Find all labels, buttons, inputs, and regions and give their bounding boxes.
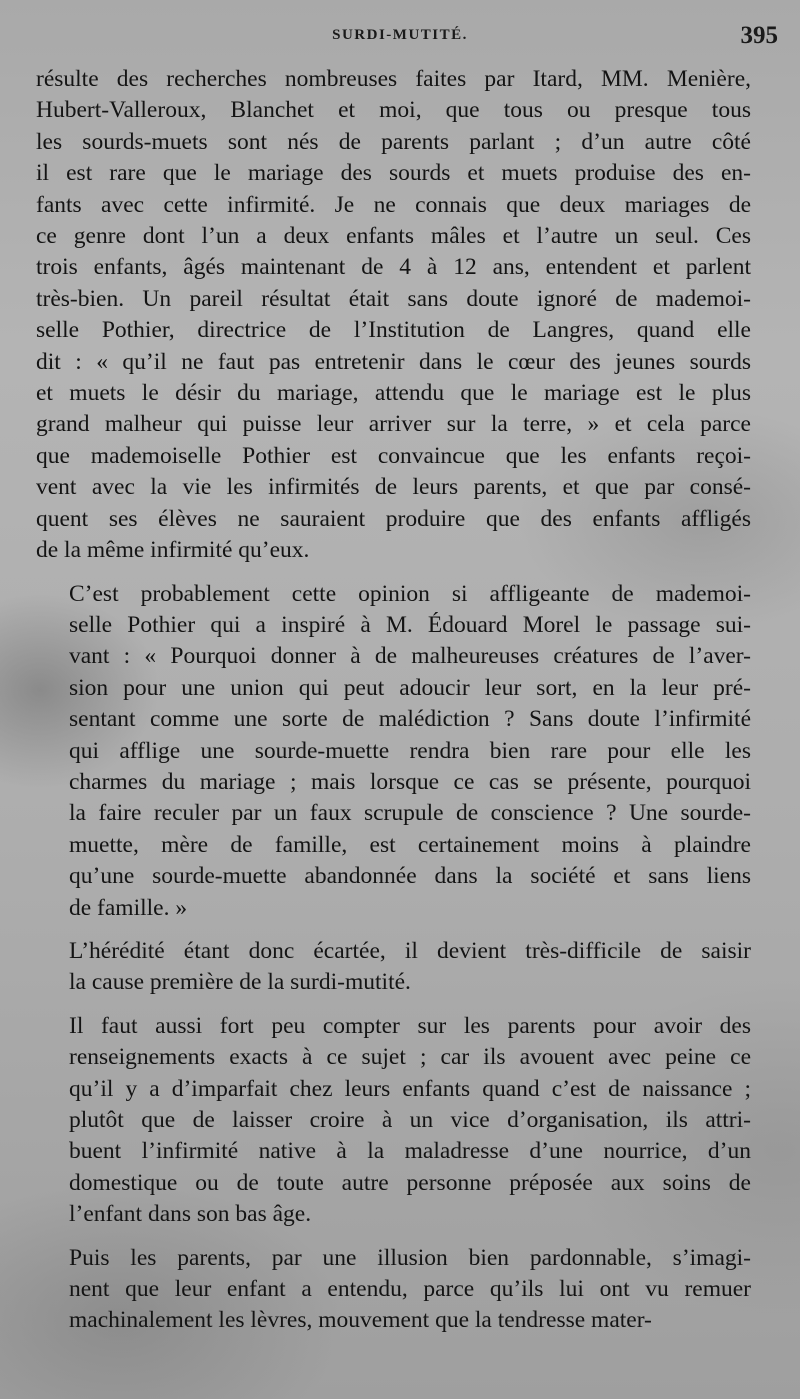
text-line: Il faut aussi fort peu compter sur les parents pour avoir des: [69, 1012, 751, 1039]
text-line: machinalement les lèvres, mouvement que la tendresse mater-: [69, 1307, 652, 1334]
paragraph: [36, 1011, 751, 1231]
text-line: vant : « Pourquoi donner à de malheureuses créatures de l’aver-: [69, 643, 751, 670]
paragraph: [36, 936, 751, 999]
text-line: sentant comme une sorte de malédiction ? Sans doute l’infirmité: [69, 706, 751, 733]
text-line: grand malheur qui puisse leur arriver sur la terre, » et cela parce: [36, 411, 751, 438]
text-line: résulte des recherches nombreuses faites par Itard, MM. Menière,: [36, 66, 751, 92]
text-line: quent ses élèves ne sauraient produire que des enfants affligés: [36, 505, 751, 532]
text-line: sion pour une union qui peut adoucir leur sort, en la leur pré-: [69, 674, 751, 701]
text-line: plutôt que de laisser croire à un vice d’organisation, ils attri-: [69, 1107, 751, 1133]
text-line: de la même infirmité qu’eux.: [36, 537, 310, 564]
text-line: selle Pothier qui a inspiré à M. Édouard Morel le passage sui-: [69, 611, 751, 638]
page-number: 395: [740, 22, 778, 49]
paragraph: [36, 579, 751, 924]
text-line: dit : « qu’il ne faut pas entretenir dans le cœur des jeunes sourds: [36, 348, 751, 375]
text-line: charmes du mariage ; mais lorsque ce cas se présente, pourquoi: [69, 768, 751, 795]
text-line: renseignements exacts à ce sujet ; car ils avouent avec peine ce: [69, 1044, 751, 1071]
text-line: selle Pothier, directrice de l’Institution de Langres, quand elle: [36, 317, 751, 344]
paragraph: [36, 64, 751, 567]
text-line: L’hérédité étant donc écartée, il devient très-difficile de saisir: [69, 937, 751, 964]
text-line: buent l’infirmité native à la maladresse d’une nourrice, d’un: [69, 1138, 751, 1165]
text-line: qu’une sourde-muette abandonnée dans la société et sans liens: [69, 863, 751, 890]
text-line: il est rare que le mariage des sourds et muets produise des en-: [36, 160, 751, 187]
paragraph: [36, 1243, 751, 1337]
body-text: [36, 64, 751, 1349]
text-line: que mademoiselle Pothier est convaincue que les enfants reçoi-: [36, 442, 751, 469]
text-line: nent que leur enfant a entendu, parce qu’ils lui ont vu remuer: [69, 1276, 751, 1303]
text-line: et muets le désir du mariage, attendu que le mariage est le plus: [36, 380, 751, 407]
text-line: la faire reculer par un faux scrupule de conscience ? Une sourde-: [69, 800, 751, 827]
page-header: [0, 22, 800, 52]
text-line: qui afflige une sourde-muette rendra bien rare pour elle les: [69, 737, 751, 764]
text-line: très-bien. Un pareil résultat était sans doute ignoré de mademoi-: [36, 285, 751, 312]
text-line: les sourds-muets sont nés de parents parlant ; d’un autre côté: [36, 128, 751, 155]
text-line: C’est probablement cette opinion si affligeante de mademoi-: [69, 580, 751, 607]
text-line: vent avec la vie les infirmités de leurs parents, et que par consé-: [36, 474, 751, 501]
text-line: la cause première de la surdi-mutité.: [69, 969, 411, 996]
text-line: l’enfant dans son bas âge.: [69, 1201, 312, 1228]
text-line: de famille. »: [69, 894, 188, 921]
text-line: trois enfants, âgés maintenant de 4 à 12 ans, entendent et parlent: [36, 254, 751, 281]
text-line: domestique ou de toute autre personne préposée aux soins de: [69, 1169, 751, 1196]
text-line: ce genre dont l’un a deux enfants mâles et l’autre un seul. Ces: [36, 223, 751, 250]
text-line: qu’il y a d’imparfait chez leurs enfants quand c’est de naissance ;: [69, 1075, 751, 1102]
text-line: fants avec cette infirmité. Je ne connais que deux mariages de: [36, 191, 751, 218]
running-head: SURDI-MUTITÉ.: [332, 27, 468, 43]
text-line: Puis les parents, par une illusion bien pardonnable, s’imagi-: [69, 1244, 751, 1271]
text-line: muette, mère de famille, est certainement moins à plaindre: [69, 831, 751, 858]
text-line: Hubert-Valleroux, Blanchet et moi, que tous ou presque tous: [36, 97, 751, 124]
